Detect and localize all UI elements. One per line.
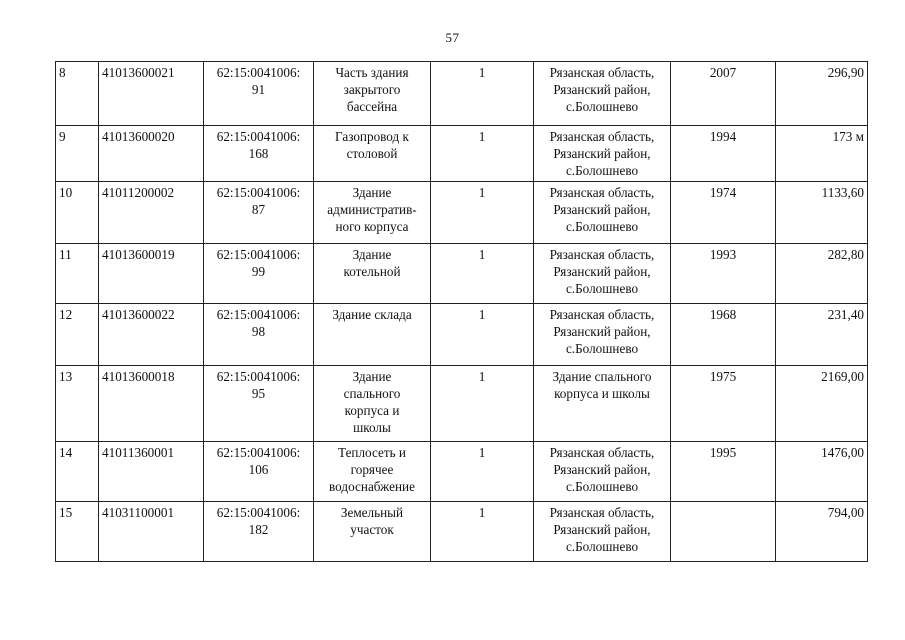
inventory-number-cell: 41013600021 [99, 62, 204, 126]
table-row [56, 182, 868, 244]
year-cell: 1968 [671, 304, 776, 366]
cadastral-number-cell [204, 126, 314, 182]
object-name-line: Теплосеть и [338, 445, 406, 460]
value-cell: 1133,60 [776, 182, 868, 244]
object-name-line: Здание [352, 185, 392, 200]
inventory-number-cell: 41013600018 [99, 366, 204, 442]
value-cell: 282,80 [776, 244, 868, 304]
cadastral-number-cell [204, 366, 314, 442]
cadastral-number-line: 98 [251, 324, 266, 339]
address-line: Рязанская область, [549, 247, 655, 262]
object-name-line: спального [343, 386, 401, 401]
row-number-cell: 15 [56, 502, 99, 562]
object-name-cell [314, 244, 431, 304]
object-name-line: школы [353, 420, 391, 435]
object-name-line: административ- [327, 202, 417, 217]
inventory-number-cell: 41013600019 [99, 244, 204, 304]
object-name-line: участок [350, 522, 394, 537]
inventory-number-cell: 41013600020 [99, 126, 204, 182]
address-line: Рязанская область, [549, 65, 655, 80]
cadastral-number-cell [204, 182, 314, 244]
cadastral-number-line: 62:15:0041006: [216, 307, 301, 322]
address-cell [534, 244, 671, 304]
object-name-cell [314, 442, 431, 502]
row-number-cell: 9 [56, 126, 99, 182]
address-cell [534, 126, 671, 182]
row-number-cell: 8 [56, 62, 99, 126]
address-line: с.Болошнево [565, 219, 639, 234]
address-line: Рязанская область, [549, 129, 655, 144]
object-name-cell [314, 304, 431, 366]
address-line: Рязанский район, [553, 264, 651, 279]
object-name-line: Здание [352, 369, 392, 384]
year-cell: 1974 [671, 182, 776, 244]
address-line: Рязанский район, [553, 522, 651, 537]
object-name-line: котельной [343, 264, 401, 279]
inventory-number-cell: 41011360001 [99, 442, 204, 502]
cadastral-number-cell [204, 62, 314, 126]
row-number-cell: 11 [56, 244, 99, 304]
quantity-cell: 1 [431, 442, 534, 502]
cadastral-number-line: 62:15:0041006: [216, 369, 301, 384]
object-name-line: корпуса и [344, 403, 400, 418]
table-row [56, 502, 868, 562]
quantity-cell: 1 [431, 502, 534, 562]
address-line: Рязанская область, [549, 445, 655, 460]
address-line: Рязанский район, [553, 462, 651, 477]
address-line: Рязанский район, [553, 202, 651, 217]
object-name-line: водоснабжение [329, 479, 415, 494]
cadastral-number-line: 99 [251, 264, 266, 279]
quantity-cell: 1 [431, 304, 534, 366]
cadastral-number-line: 62:15:0041006: [216, 185, 301, 200]
address-line: с.Болошнево [565, 479, 639, 494]
address-line: Рязанский район, [553, 146, 651, 161]
registry-body [56, 62, 868, 562]
year-cell: 1975 [671, 366, 776, 442]
address-line: Рязанская область, [549, 505, 655, 520]
quantity-cell: 1 [431, 126, 534, 182]
object-name-cell [314, 502, 431, 562]
address-cell [534, 304, 671, 366]
row-number-cell: 12 [56, 304, 99, 366]
quantity-cell: 1 [431, 182, 534, 244]
cadastral-number-line: 62:15:0041006: [216, 129, 301, 144]
object-name-cell [314, 126, 431, 182]
year-cell: 1995 [671, 442, 776, 502]
table-row [56, 304, 868, 366]
cadastral-number-line: 62:15:0041006: [216, 247, 301, 262]
object-name-line: Здание [352, 247, 392, 262]
cadastral-number-line: 62:15:0041006: [216, 445, 301, 460]
row-number-cell: 14 [56, 442, 99, 502]
object-name-line: Здание склада [332, 307, 412, 322]
cadastral-number-line: 106 [248, 462, 269, 477]
cadastral-number-line: 62:15:0041006: [216, 505, 301, 520]
object-name-cell [314, 62, 431, 126]
address-cell [534, 502, 671, 562]
cadastral-number-cell [204, 304, 314, 366]
table-row [56, 442, 868, 502]
cadastral-number-line: 168 [248, 146, 269, 161]
address-line: с.Болошнево [565, 539, 639, 554]
year-cell [671, 502, 776, 562]
object-name-line: Часть здания [335, 65, 409, 80]
row-number-cell: 10 [56, 182, 99, 244]
table-row [56, 244, 868, 304]
property-registry-table [55, 61, 868, 562]
value-cell: 1476,00 [776, 442, 868, 502]
object-name-line: бассейна [346, 99, 398, 114]
address-line: с.Болошнево [565, 281, 639, 296]
object-name-line: закрытого [343, 82, 401, 97]
object-name-cell [314, 366, 431, 442]
cadastral-number-line: 95 [251, 386, 266, 401]
year-cell: 1993 [671, 244, 776, 304]
address-line: Рязанская область, [549, 307, 655, 322]
inventory-number-cell: 41031100001 [99, 502, 204, 562]
object-name-line: ного корпуса [335, 219, 409, 234]
address-cell [534, 182, 671, 244]
cadastral-number-line: 91 [251, 82, 266, 97]
year-cell: 2007 [671, 62, 776, 126]
address-line: с.Болошнево [565, 341, 639, 356]
value-cell: 173 м [776, 126, 868, 182]
value-cell: 231,40 [776, 304, 868, 366]
value-cell: 2169,00 [776, 366, 868, 442]
object-name-line: Земельный [340, 505, 404, 520]
table-row [56, 126, 868, 182]
cadastral-number-cell [204, 442, 314, 502]
address-line: Здание спального [552, 369, 652, 384]
value-cell: 794,00 [776, 502, 868, 562]
address-line: Рязанский район, [553, 82, 651, 97]
quantity-cell: 1 [431, 244, 534, 304]
table-row [56, 62, 868, 126]
object-name-cell [314, 182, 431, 244]
object-name-line: Газопровод к [335, 129, 409, 144]
quantity-cell: 1 [431, 62, 534, 126]
address-line: Рязанский район, [553, 324, 651, 339]
address-line: с.Болошнево [565, 163, 639, 178]
cadastral-number-line: 62:15:0041006: [216, 65, 301, 80]
value-cell: 296,90 [776, 62, 868, 126]
cadastral-number-cell [204, 244, 314, 304]
quantity-cell: 1 [431, 366, 534, 442]
object-name-line: столовой [346, 146, 398, 161]
address-cell [534, 442, 671, 502]
address-line: корпуса и школы [554, 386, 650, 401]
cadastral-number-line: 182 [248, 522, 269, 537]
inventory-number-cell: 41011200002 [99, 182, 204, 244]
page-number: 57 [445, 30, 460, 45]
address-line: с.Болошнево [565, 99, 639, 114]
year-cell: 1994 [671, 126, 776, 182]
row-number-cell: 13 [56, 366, 99, 442]
cadastral-number-line: 87 [251, 202, 266, 217]
address-cell [534, 62, 671, 126]
address-cell [534, 366, 671, 442]
address-line: Рязанская область, [549, 185, 655, 200]
cadastral-number-cell [204, 502, 314, 562]
object-name-line: горячее [350, 462, 394, 477]
inventory-number-cell: 41013600022 [99, 304, 204, 366]
table-row [56, 366, 868, 442]
